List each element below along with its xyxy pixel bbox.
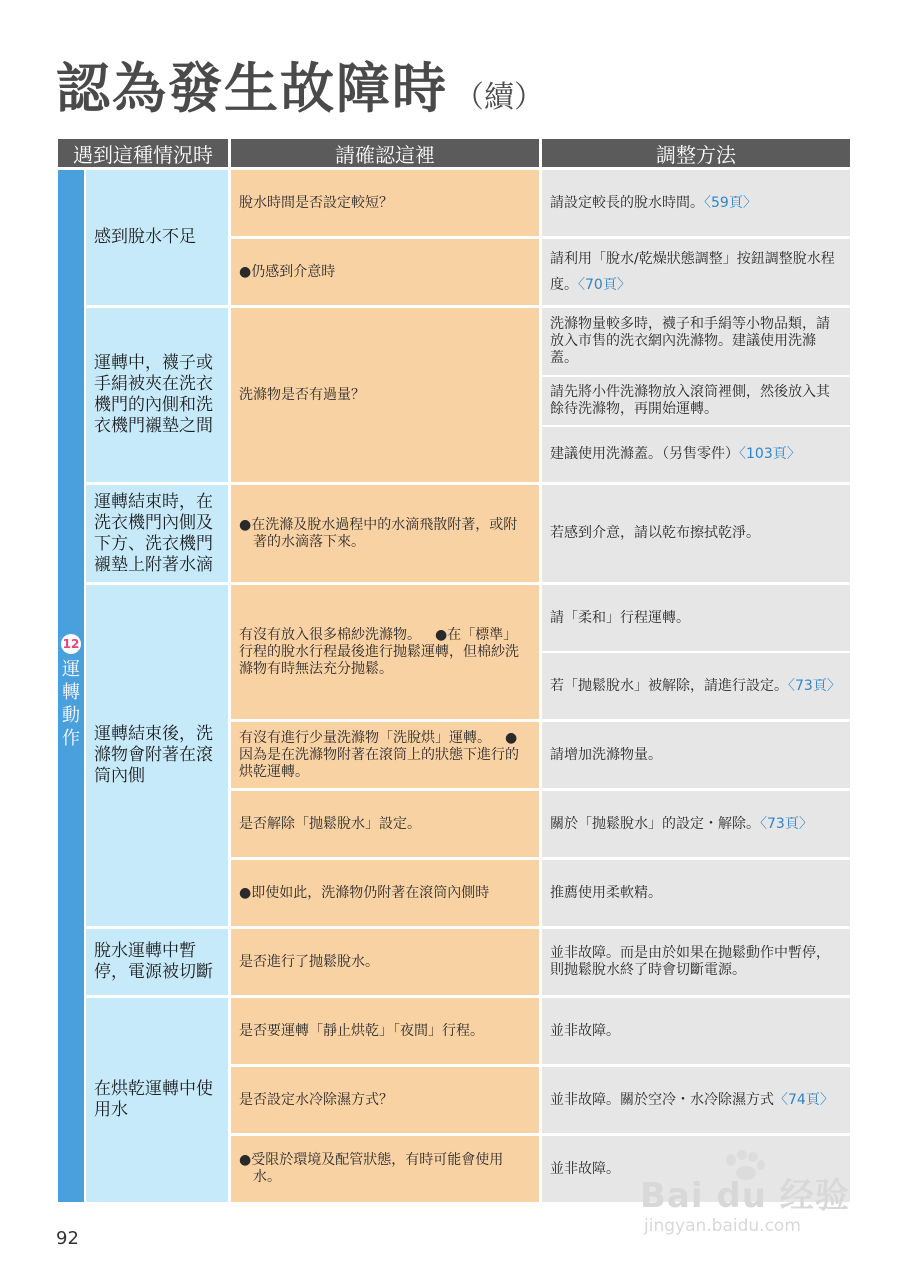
solution-cell: 請「柔和」行程運轉。 bbox=[542, 585, 850, 651]
baidu-watermark bbox=[640, 1150, 850, 1246]
situation-cell: 脫水運轉中暫停，電源被切斷 bbox=[86, 929, 228, 995]
check-cell: 是否解除「抛鬆脫水」設定。 bbox=[231, 791, 539, 857]
section-tab-char: 運 bbox=[62, 659, 80, 680]
page-ref-link[interactable]: 〈59頁〉 bbox=[704, 194, 757, 211]
solution-cell: 並非故障。關於空冷・水冷除濕方式〈74頁〉 bbox=[542, 1067, 850, 1133]
page-ref-link[interactable]: 〈74頁〉 bbox=[774, 1091, 834, 1108]
solution-cell: 推薦使用柔軟精。 bbox=[542, 860, 850, 926]
check-cell: ●在洗滌及脫水過程中的水滴飛散附著，或附著的水滴落下來。 bbox=[231, 485, 539, 582]
solution-cell: 請增加洗滌物量。 bbox=[542, 722, 850, 788]
check-cell: ●即使如此，洗滌物仍附著在滾筒內側時 bbox=[231, 860, 539, 926]
page-ref-link[interactable]: 〈73頁〉 bbox=[788, 677, 841, 694]
solution-cell: 若「抛鬆脫水」被解除，請進行設定。〈73頁〉 bbox=[542, 653, 850, 719]
section-tab-char: 作 bbox=[62, 728, 80, 749]
page-title-main: 認為發生故障時 bbox=[56, 57, 448, 120]
solution-cell: 請利用「脫水/乾燥狀態調整」按鈕調整脫水程度。〈70頁〉 bbox=[542, 239, 850, 305]
check-cell: ●受限於環境及配管狀態，有時可能會使用水。 bbox=[231, 1136, 539, 1202]
check-cell: 是否進行了抛鬆脫水。 bbox=[231, 929, 539, 995]
watermark-url: jingyan.baidu.com bbox=[644, 1216, 801, 1236]
solution-cell: 建議使用洗滌蓋。（另售零件）〈103頁〉 bbox=[542, 427, 850, 482]
situation-cell: 感到脫水不足 bbox=[86, 170, 228, 305]
solution-cell: 關於「抛鬆脫水」的設定・解除。〈73頁〉 bbox=[542, 791, 850, 857]
solution-cell: 請設定較長的脫水時間。〈59頁〉 bbox=[542, 170, 850, 236]
solution-cell: 並非故障。 bbox=[542, 1136, 850, 1202]
watermark-logo-text: Bai du 经验 bbox=[640, 1176, 850, 1216]
check-cell: 是否設定水冷除濕方式？ bbox=[231, 1067, 539, 1133]
check-cell: 有沒有進行少量洗滌物「洗脫烘」運轉。 ●因為是在洗滌物附著在滾筒上的狀態下進行的烘乾運轉。 bbox=[231, 722, 539, 788]
situation-cell: 運轉結束後，洗滌物會附著在滾筒內側 bbox=[86, 585, 228, 926]
section-tab-char: 轉 bbox=[62, 682, 80, 703]
solution-cell: 洗滌物量較多時，襪子和手絹等小物品類，請放入市售的洗衣網內洗滌物。建議使用洗滌蓋。 bbox=[542, 308, 850, 375]
column-header-check: 請確認這裡 bbox=[231, 139, 539, 167]
check-cell: 洗滌物是否有過量？ bbox=[231, 308, 539, 482]
solution-cell: 若感到介意，請以乾布擦拭乾淨。 bbox=[542, 485, 850, 582]
check-cell: 有沒有放入很多棉紗洗滌物。 ●在「標準」行程的脫水行程最後進行抛鬆運轉，但棉紗洗滌物有時無法充分抛鬆。 bbox=[231, 585, 539, 719]
page-title bbox=[56, 46, 544, 123]
page-ref-link[interactable]: 〈70頁〉 bbox=[578, 277, 631, 293]
solution-cell: 並非故障。 bbox=[542, 998, 850, 1064]
column-header-situation: 遇到這種情況時 bbox=[58, 139, 228, 167]
page-title-continued: （續） bbox=[454, 80, 544, 115]
situation-cell: 運轉中，襪子或手絹被夾在洗衣機門的內側和洗衣機門襯墊之間 bbox=[86, 308, 228, 482]
section-side-tab bbox=[58, 170, 84, 1202]
column-header-solution: 調整方法 bbox=[542, 139, 850, 167]
solution-cell: 並非故障。而是由於如果在抛鬆動作中暫停，則抛鬆脫水終了時會切斷電源。 bbox=[542, 929, 850, 995]
situation-cell: 運轉結束時，在洗衣機門內側及下方、洗衣機門襯墊上附著水滴 bbox=[86, 485, 228, 582]
solution-cell: 請先將小件洗滌物放入滾筒裡側，然後放入其餘待洗滌物，再開始運轉。 bbox=[542, 377, 850, 425]
check-cell: 脫水時間是否設定較短？ bbox=[231, 170, 539, 236]
check-cell: 是否要運轉「靜止烘乾」「夜間」行程。 bbox=[231, 998, 539, 1064]
section-number-badge: 12 bbox=[61, 634, 81, 654]
situation-cell: 在烘乾運轉中使用水 bbox=[86, 998, 228, 1202]
page-number: 92 bbox=[56, 1228, 79, 1249]
page-ref-link[interactable]: 〈103頁〉 bbox=[739, 446, 801, 462]
check-cell: ●仍感到介意時 bbox=[231, 239, 539, 305]
page-ref-link[interactable]: 〈73頁〉 bbox=[760, 815, 813, 832]
section-tab-char: 動 bbox=[62, 705, 80, 726]
